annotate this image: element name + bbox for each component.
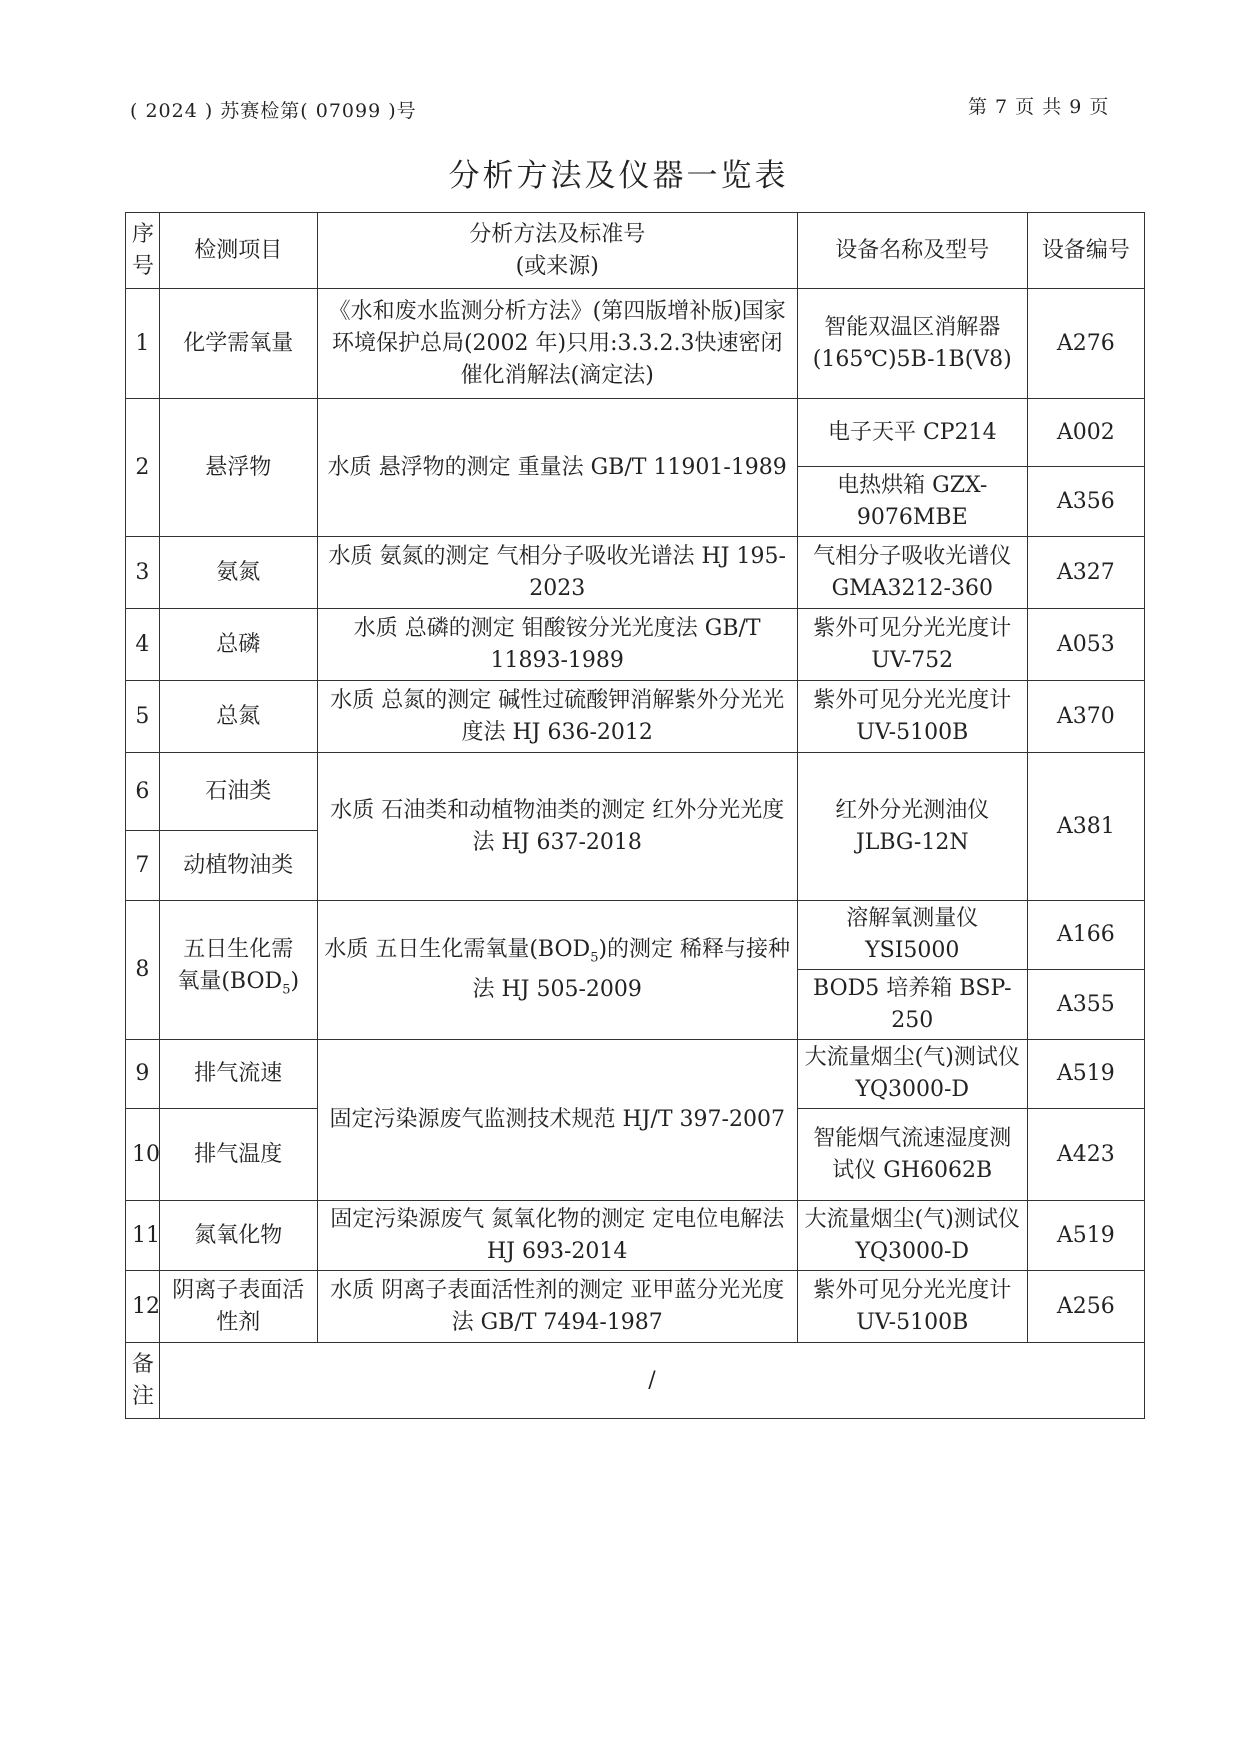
code-cell: A356 — [1027, 467, 1144, 537]
code-cell: A519 — [1027, 1201, 1144, 1271]
equipment-cell: 紫外可见分光光度计 UV-5100B — [797, 1271, 1027, 1343]
item-line2-pre: 氧量(BOD — [177, 968, 283, 994]
item-line2 — [166, 966, 311, 1006]
code-cell: A166 — [1027, 901, 1144, 970]
table-header-row — [126, 213, 1145, 289]
header-seq: 序号 — [126, 213, 160, 289]
table-row — [126, 1040, 1145, 1109]
remarks-row — [126, 1343, 1145, 1419]
seq-cell: 11 — [126, 1201, 160, 1271]
seq-cell: 7 — [126, 831, 160, 901]
item-cell: 总氮 — [159, 681, 317, 753]
item-cell: 排气温度 — [159, 1109, 317, 1201]
seq-cell: 6 — [126, 753, 160, 831]
item-cell: 氨氮 — [159, 537, 317, 609]
table-row — [126, 537, 1145, 609]
code-cell: A423 — [1027, 1109, 1144, 1201]
item-cell: 化学需氧量 — [159, 289, 317, 399]
seq-cell: 3 — [126, 537, 160, 609]
methods-table — [125, 212, 1145, 1419]
method-subscript: 5 — [590, 950, 599, 966]
seq-cell: 4 — [126, 609, 160, 681]
item-cell: 悬浮物 — [159, 399, 317, 537]
seq-cell: 5 — [126, 681, 160, 753]
equipment-cell: 气相分子吸收光谱仪 GMA3212-360 — [797, 537, 1027, 609]
item-cell: 石油类 — [159, 753, 317, 831]
seq-cell: 9 — [126, 1040, 160, 1109]
table-row — [126, 901, 1145, 970]
code-cell: A276 — [1027, 289, 1144, 399]
item-cell: 阴离子表面活性剂 — [159, 1271, 317, 1343]
header-code: 设备编号 — [1027, 213, 1144, 289]
code-cell: A355 — [1027, 970, 1144, 1040]
item-cell: 动植物油类 — [159, 831, 317, 901]
header-item: 检测项目 — [159, 213, 317, 289]
header-method-line1: 分析方法及标准号 — [469, 221, 646, 247]
item-line1: 五日生化需 — [183, 936, 294, 962]
method-cell: 水质 悬浮物的测定 重量法 GB/T 11901-1989 — [317, 399, 797, 537]
equipment-cell: 智能烟气流速湿度测试仪 GH6062B — [797, 1109, 1027, 1201]
item-cell: 总磷 — [159, 609, 317, 681]
method-cell: 固定污染源废气 氮氧化物的测定 定电位电解法 HJ 693-2014 — [317, 1201, 797, 1271]
method-cell — [317, 901, 797, 1040]
item-subscript: 5 — [282, 982, 291, 998]
table-row — [126, 681, 1145, 753]
equipment-cell: 紫外可见分光光度计 UV-752 — [797, 609, 1027, 681]
equipment-cell: 大流量烟尘(气)测试仪 YQ3000-D — [797, 1201, 1027, 1271]
method-cell: 水质 阴离子表面活性剂的测定 亚甲蓝分光光度法 GB/T 7494-1987 — [317, 1271, 797, 1343]
equipment-cell: 智能双温区消解器(165℃)5B-1B(V8) — [797, 289, 1027, 399]
code-cell: A053 — [1027, 609, 1144, 681]
code-cell: A256 — [1027, 1271, 1144, 1343]
equipment-cell: 红外分光测油仪 JLBG-12N — [797, 753, 1027, 901]
code-cell: A327 — [1027, 537, 1144, 609]
seq-cell: 10 — [126, 1109, 160, 1201]
seq-cell: 1 — [126, 289, 160, 399]
code-cell: A519 — [1027, 1040, 1144, 1109]
method-cell: 固定污染源废气监测技术规范 HJ/T 397-2007 — [317, 1040, 797, 1201]
seq-cell: 12 — [126, 1271, 160, 1343]
table-row — [126, 1201, 1145, 1271]
table-row — [126, 753, 1145, 831]
remarks-value: / — [159, 1343, 1144, 1419]
item-cell: 排气流速 — [159, 1040, 317, 1109]
method-cell: 水质 总磷的测定 钼酸铵分光光度法 GB/T 11893-1989 — [317, 609, 797, 681]
item-cell — [159, 901, 317, 1040]
equipment-cell: 大流量烟尘(气)测试仪 YQ3000-D — [797, 1040, 1027, 1109]
header-method-line2: (或来源) — [515, 253, 599, 279]
method-cell: 《水和废水监测分析方法》(第四版增补版)国家环境保护总局(2002 年)只用:3.3.2.3快速密闭催化消解法(滴定法) — [317, 289, 797, 399]
equipment-cell: 电子天平 CP214 — [797, 399, 1027, 467]
method-pre: 水质 五日生化需氧量(BOD — [324, 936, 591, 962]
item-cell: 氮氧化物 — [159, 1201, 317, 1271]
table-row — [126, 609, 1145, 681]
header-equipment: 设备名称及型号 — [797, 213, 1027, 289]
equipment-cell: 电热烘箱 GZX-9076MBE — [797, 467, 1027, 537]
method-post: )的测定 稀释与接种法 HJ 505-2009 — [472, 936, 791, 1003]
equipment-cell: 溶解氧测量仪 YSI5000 — [797, 901, 1027, 970]
equipment-cell: 紫外可见分光光度计 UV-5100B — [797, 681, 1027, 753]
table-row — [126, 399, 1145, 467]
seq-cell: 8 — [126, 901, 160, 1040]
header-method — [317, 213, 797, 289]
code-cell: A002 — [1027, 399, 1144, 467]
table-row — [126, 1271, 1145, 1343]
method-cell: 水质 石油类和动植物油类的测定 红外分光光度法 HJ 637-2018 — [317, 753, 797, 901]
report-number: ( 2024 ) 苏赛检第( 07099 )号 — [130, 100, 417, 122]
page-title: 分析方法及仪器一览表 — [448, 158, 789, 194]
method-cell: 水质 氨氮的测定 气相分子吸收光谱法 HJ 195-2023 — [317, 537, 797, 609]
equipment-cell: BOD5 培养箱 BSP-250 — [797, 970, 1027, 1040]
remarks-label: 备注 — [126, 1343, 160, 1419]
item-line2-post: ) — [290, 968, 300, 994]
method-cell: 水质 总氮的测定 碱性过硫酸钾消解紫外分光光度法 HJ 636-2012 — [317, 681, 797, 753]
code-cell: A370 — [1027, 681, 1144, 753]
seq-cell: 2 — [126, 399, 160, 537]
page-indicator: 第 7 页 共 9 页 — [968, 96, 1110, 118]
table-row — [126, 289, 1145, 399]
code-cell: A381 — [1027, 753, 1144, 901]
